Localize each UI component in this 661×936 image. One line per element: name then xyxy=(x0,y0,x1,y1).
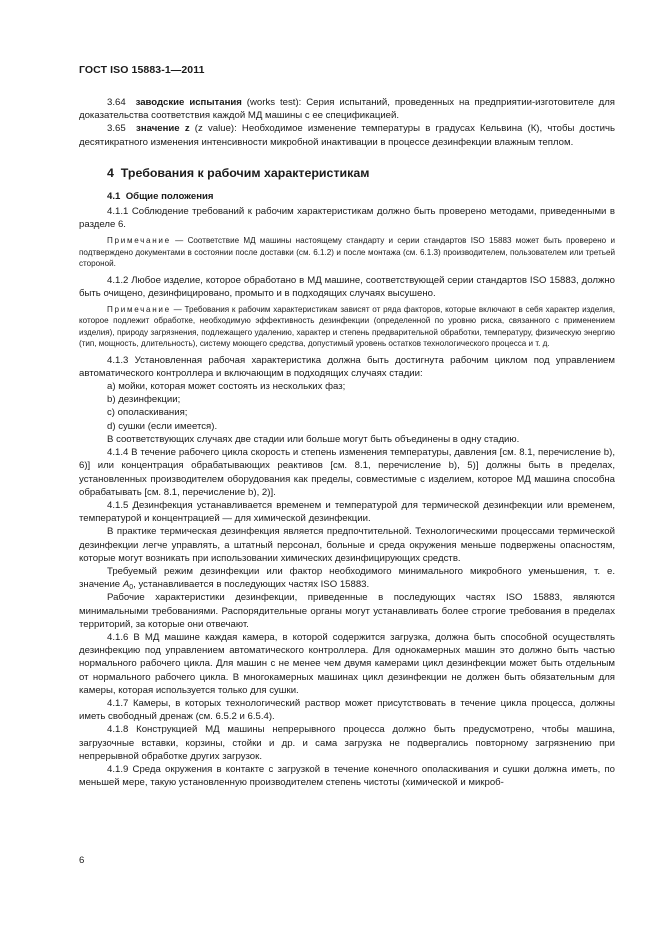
note-label: Примечание xyxy=(107,305,171,315)
clause-4-1-9: 4.1.9 Среда окружения в контакте с загрузкой в течение конечного ополаскивания и сушки должна иметь, по меньшей мере, такую установленную производителем степень чистоты (химической и микроб- xyxy=(79,763,615,789)
definition-number: 3.65 xyxy=(107,123,126,135)
section-heading xyxy=(79,165,615,181)
definition-text: (works test): Серия испытаний, проведенных на предприятии-изготовителе для доказательства соответствия каждой МД машины с ее спецификацией. xyxy=(79,97,615,122)
note-text: — Соответствие МД машины настоящему стандарту и серии стандартов ISO 15883 может быть проверено и подтверждено документами в состоянии после доставки (см. 6.1.2) и после монтажа (см. 6.1.3) производителем, пользователем или третьей стороной. xyxy=(79,236,615,269)
note-1 xyxy=(79,235,615,269)
clause-4-1-5-practice: В практике термическая дезинфекция является предпочтительной. Технологическими процессами термической дезинфекции легче управлять, а штатный персонал, больные и среда окружения меньше подвержены опасностям, которые могут возникать при использовании химических дезинфицирующих средств. xyxy=(79,526,615,564)
subsection-title: Общие положения xyxy=(125,190,214,202)
clause-4-1-8: 4.1.8 Конструкцией МД машины непрерывного процесса должно быть предусмотрено, чтобы машина, загрузочные вставки, корзины, стойки и др. и сама загрузка не подвергались повторному загрязнению при непрерывной обработке других загрузок. xyxy=(79,724,615,762)
definition-text: (z value): Необходимое изменение температуры в градусах Кельвина (К), чтобы достичь десятикратного изменения интенсивности микробной инактивации в процессе дезинфекции влажным теплом. xyxy=(79,123,615,148)
a0-variable: A xyxy=(122,579,130,591)
list-item: b) дезинфекции; xyxy=(107,394,181,406)
definition-term: значение z xyxy=(136,123,190,135)
list-item: c) ополаскивания; xyxy=(107,407,188,419)
a0-text-post: , устанавливается в последующих частях ISO 15883. xyxy=(133,579,370,591)
definition-number: 3.64 xyxy=(107,97,126,108)
section-title: Требования к рабочим характеристикам xyxy=(120,165,370,180)
clause-4-1-3-continued: В соответствующих случаях две стадии или больше могут быть объединены в одну стадию. xyxy=(107,433,520,445)
note-2 xyxy=(79,304,615,350)
page-content xyxy=(79,96,615,789)
note-text: — Требования к рабочим характеристикам зависят от ряда факторов, которые включают в себя характер изделия, которое подлежит обработке, необходимую эффективность дезинфекции (определенной по уровню риска, связанного с применением изделия), природу загрязнения, подлежащего удалению, характер и степень предварительной обработки, температуру, физическую энергию (тип, мощность, длительность), систему моющего средства, допустимый уровень остатков технологического процесса и т. д. xyxy=(79,305,615,349)
clause-4-1-5-a0 xyxy=(79,565,615,591)
clause-4-1-4: 4.1.4 В течение рабочего цикла скорость и степень изменения температуры, давления [см. 8.1, перечисление b), 6)] или концентрация обрабатывающих реактивов [см. 8.1, перечисление b), 5)] должны быть в пределах, установленных производителем оборудования как пределы, совместимые с изделием, которое МД машина способна обрабатывать [см. 8.1, перечисление b), 2)]. xyxy=(79,447,615,498)
subsection-heading xyxy=(79,190,615,203)
clause-4-1-7: 4.1.7 Камеры, в которых технологический раствор может присутствовать в течение цикла процесса, должны иметь свободный дренаж (см. 6.5.2 и 6.5.4). xyxy=(79,697,615,723)
definition-3-65 xyxy=(79,122,615,148)
clause-4-1-3: 4.1.3 Установленная рабочая характеристика должна быть достигнута рабочим циклом под управлением автоматического контроллера и включающим в подходящих случаях стадии: xyxy=(79,354,615,379)
list-item: a) мойки, которая может состоять из нескольких фаз; xyxy=(107,381,346,393)
a0-text-pre: Требуемый режим дезинфекции или фактор необходимого минимального микробного уменьшения, т. е. значение xyxy=(79,565,615,591)
clause-4-1-5-minimum: Рабочие характеристики дезинфекции, приведенные в последующих частях ISO 15883, являются минимальными требованиями. Распорядительные органы могут устанавливать более строгие требования в пределах территорий, за которые они отвечают. xyxy=(79,592,615,630)
clause-4-1-2: 4.1.2 Любое изделие, которое обработано в МД машине, соответствующей серии стандартов ISO 15883, должно быть очищено, дезинфицировано, промыто и в подходящих случаях высушено. xyxy=(79,274,615,299)
page-number: 6 xyxy=(79,855,85,866)
a0-subscript: 0 xyxy=(129,584,134,592)
clause-4-1-6: 4.1.6 В МД машине каждая камера, в которой содержится загрузка, должна быть способной осуществлять дезинфекцию под управлением автоматического контроллера. Для однокамерных машин это должно быть частью нормального рабочего цикла. Для машин с не менее чем двумя камерами цикл дезинфекции может быть отдельным от нормального рабочего цикла. В многокамерных машинах цикл дезинфекции не должен быть обязательным для камеры, которая используется только для сушки. xyxy=(79,631,615,696)
subsection-number: 4.1 xyxy=(107,190,121,202)
clause-4-1-5: 4.1.5 Дезинфекция устанавливается временем и температурой для термической дезинфекции или временем, температурой и концентрацией — для химической дезинфекции. xyxy=(79,499,615,525)
section-number: 4 xyxy=(107,165,114,180)
note-label: Примечание xyxy=(107,236,171,246)
clause-4-1-1: 4.1.1 Соблюдение требований к рабочим характеристикам должно быть проверено методами, приведенными в разделе 6. xyxy=(79,206,615,231)
definition-3-64 xyxy=(79,96,615,122)
list-item: d) сушки (если имеется). xyxy=(107,420,218,432)
definition-term: заводские испытания xyxy=(135,97,242,108)
document-code-header: ГОСТ ISO 15883-1—2011 xyxy=(79,64,205,76)
